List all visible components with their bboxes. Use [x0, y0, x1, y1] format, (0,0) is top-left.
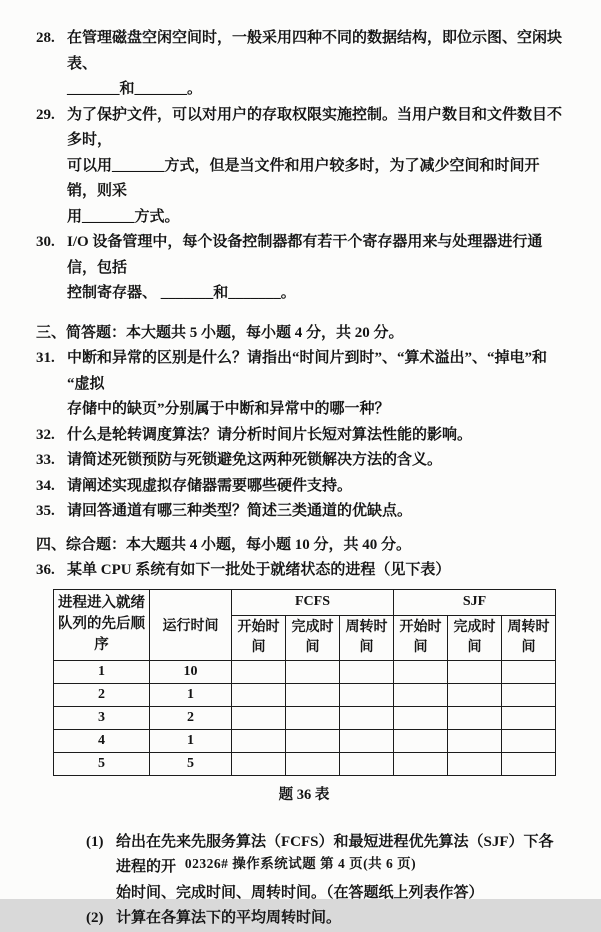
fill-blank-line: 可以用_______方式，但是当文件和用户较多时，为了减少空间和时间开销，则采: [67, 157, 540, 199]
empty-cell: [394, 660, 448, 683]
question-35: [36, 499, 567, 525]
text-line: 什么是轮转调度算法？请分析时间片长短对算法性能的影响。: [67, 426, 473, 443]
process-order-cell: 2: [54, 683, 150, 706]
section-3-header: 三、简答题：本大题共 5 小题，每小题 4 分，共 20 分。: [36, 324, 404, 341]
empty-cell: [394, 752, 448, 775]
subquestion-text: [116, 906, 567, 932]
question-text: [67, 230, 567, 307]
question-31: [36, 346, 567, 423]
runtime-cell: 5: [150, 752, 232, 775]
question-number: 32.: [36, 426, 55, 443]
column-header-runtime: 运行时间: [150, 589, 232, 660]
question-29: [36, 103, 567, 231]
process-schedule-table: [53, 589, 556, 776]
fill-blank-line: 用_______方式。: [67, 208, 180, 225]
empty-cell: [502, 683, 556, 706]
question-30: [36, 230, 567, 307]
empty-cell: [232, 660, 286, 683]
question-text: [67, 423, 567, 449]
process-order-cell: 3: [54, 706, 150, 729]
empty-cell: [340, 706, 394, 729]
empty-cell: [286, 706, 340, 729]
page-footer: 02326# 操作系统试题 第 4 页(共 6 页): [184, 856, 417, 871]
process-order-cell: 4: [54, 729, 150, 752]
column-header-sjf-start: 开始时间: [394, 615, 448, 660]
question-text: [67, 26, 567, 103]
column-header-process-order: 进程进入就绪队列的先后顺序: [54, 589, 150, 660]
text-line: 为了保护文件，可以对用户的存取权限实施控制。当用户数目和文件数目不多时，: [67, 106, 563, 148]
text-line: 请阐述实现虚拟存储器需要哪些硬件支持。: [67, 477, 353, 494]
runtime-cell: 1: [150, 729, 232, 752]
empty-cell: [286, 752, 340, 775]
column-header-fcfs-finish: 完成时间: [286, 615, 340, 660]
column-header-fcfs-turnaround: 周转时间: [340, 615, 394, 660]
text-line: 中断和异常的区别是什么？请指出“时间片到时”、“算术溢出”、“掉电”和“虚拟: [67, 350, 548, 392]
question-28: [36, 26, 567, 103]
text-line: 请回答通道有哪三种类型？简述三类通道的优缺点。: [67, 503, 413, 519]
spacer: [36, 307, 567, 321]
text-line: 某单 CPU 系统有如下一批处于就绪状态的进程（见下表）: [67, 562, 451, 578]
question-number: 35.: [36, 503, 55, 519]
empty-cell: [232, 729, 286, 752]
text-line: 请简述死锁预防与死锁避免这两种死锁解决方法的含义。: [67, 452, 443, 468]
column-header-fcfs-start: 开始时间: [232, 615, 286, 660]
empty-cell: [232, 706, 286, 729]
column-header-sjf-turnaround: 周转时间: [502, 615, 556, 660]
empty-cell: [448, 660, 502, 683]
subquestion-number: (2): [86, 910, 104, 926]
table-row: [54, 706, 556, 729]
runtime-cell: 10: [150, 660, 232, 683]
subquestion-number: (1): [86, 833, 104, 850]
text-line: 计算在各算法下的平均周转时间。: [116, 910, 342, 926]
text-line: 给出在先来先服务算法（FCFS）和最短进程优先算法（SJF）下各进程的开: [116, 833, 554, 875]
empty-cell: [340, 660, 394, 683]
question-number: 34.: [36, 477, 55, 494]
question-number: 36.: [36, 562, 55, 578]
empty-cell: [340, 729, 394, 752]
empty-cell: [394, 706, 448, 729]
empty-cell: [286, 729, 340, 752]
question-text: [67, 499, 567, 525]
empty-cell: [448, 752, 502, 775]
empty-cell: [394, 683, 448, 706]
spacer: [36, 804, 567, 830]
runtime-cell: 2: [150, 706, 232, 729]
empty-cell: [232, 752, 286, 775]
table-row: [54, 729, 556, 752]
question-text: [67, 448, 567, 474]
question-text: [67, 558, 567, 584]
section-4-header: 四、综合题：本大题共 4 小题，每小题 10 分，共 40 分。: [36, 536, 412, 553]
question-33: [36, 448, 567, 474]
process-order-cell: 5: [54, 752, 150, 775]
column-header-sjf-finish: 完成时间: [448, 615, 502, 660]
question-text: [67, 103, 567, 231]
table-caption: 题 36 表: [278, 786, 330, 803]
question-text: [67, 346, 567, 423]
fill-blank-line: 控制寄存器、 _______和_______。: [67, 285, 296, 301]
table-row: [54, 752, 556, 775]
empty-cell: [502, 752, 556, 775]
column-group-fcfs: FCFS: [232, 589, 394, 615]
question-32: [36, 423, 567, 449]
empty-cell: [448, 683, 502, 706]
question-number: 29.: [36, 106, 55, 123]
text-line: 存储中的缺页”分别属于中断和异常中的哪一种？: [67, 401, 390, 417]
table-row: [54, 683, 556, 706]
question-36: [36, 558, 567, 584]
table-row: [54, 660, 556, 683]
empty-cell: [340, 683, 394, 706]
empty-cell: [232, 683, 286, 706]
empty-cell: [502, 660, 556, 683]
question-34: [36, 474, 567, 500]
empty-cell: [286, 660, 340, 683]
empty-cell: [502, 706, 556, 729]
empty-cell: [448, 706, 502, 729]
process-order-cell: 1: [54, 660, 150, 683]
question-text: [67, 474, 567, 500]
empty-cell: [448, 729, 502, 752]
text-line: 在管理磁盘空闲空间时，一般采用四种不同的数据结构，即位示图、空闲块表、: [67, 30, 563, 72]
empty-cell: [340, 752, 394, 775]
fill-blank-line: _______和_______。: [67, 81, 203, 97]
text-line: I/O 设备管理中，每个设备控制器都有若干个寄存器用来与处理器进行通信，包括: [67, 234, 543, 276]
spacer: [36, 525, 567, 533]
subquestion-2: [36, 906, 567, 932]
text-line: 始时间、完成时间、周转时间。（在答题纸上列表作答）: [116, 884, 484, 901]
question-number: 30.: [36, 234, 55, 250]
empty-cell: [502, 729, 556, 752]
question-number: 28.: [36, 30, 55, 46]
column-group-sjf: SJF: [394, 589, 556, 615]
question-number: 31.: [36, 350, 55, 366]
empty-cell: [286, 683, 340, 706]
empty-cell: [394, 729, 448, 752]
runtime-cell: 1: [150, 683, 232, 706]
question-number: 33.: [36, 452, 55, 468]
